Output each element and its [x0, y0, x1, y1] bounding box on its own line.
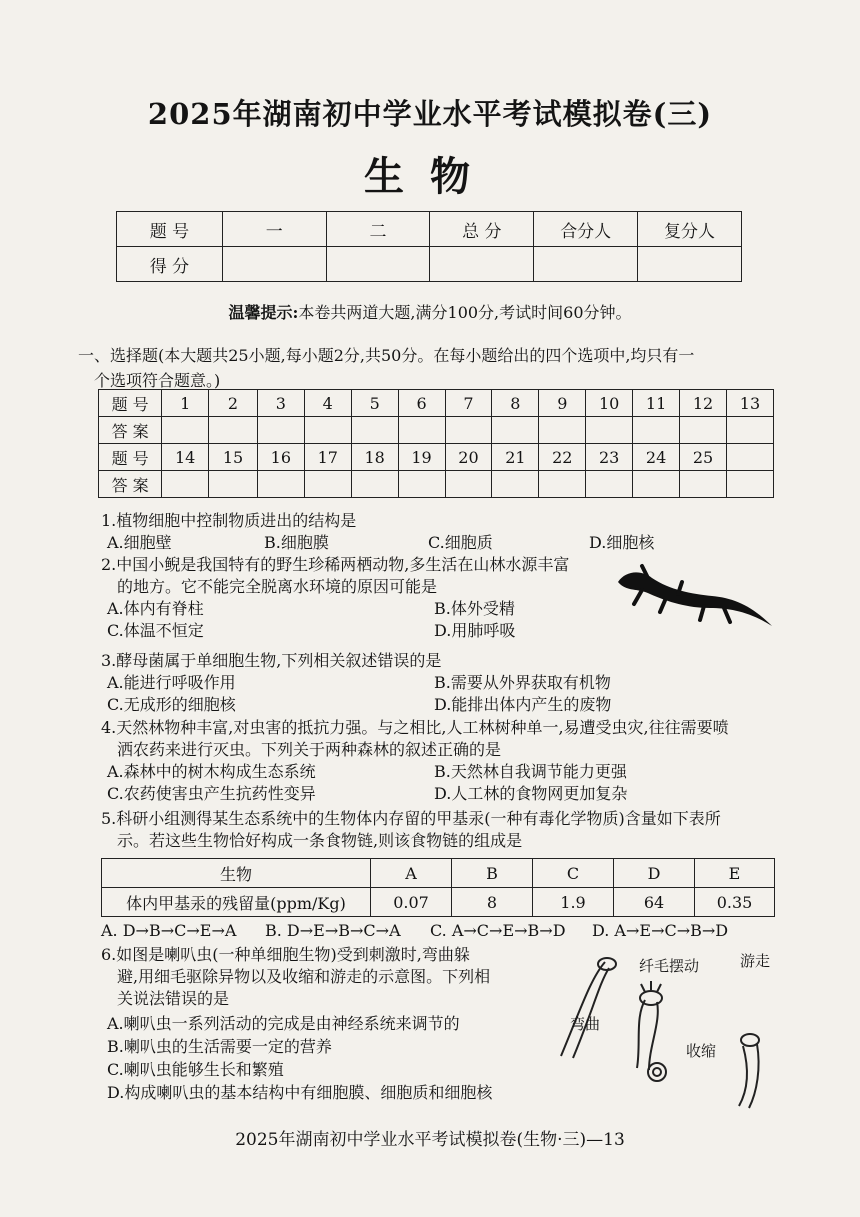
- figure-label-swim: 游走: [740, 952, 771, 970]
- question-number-cell: 6: [398, 390, 445, 417]
- question-number-cell: 4: [304, 390, 351, 417]
- answer-cell[interactable]: [304, 471, 351, 498]
- score-blank[interactable]: [534, 247, 638, 282]
- score-blank[interactable]: [430, 247, 534, 282]
- question-options: [101, 672, 791, 716]
- question-stem: 3.酵母菌属于单细胞生物,下列相关叙述错误的是: [101, 651, 442, 670]
- question-number-cell: 15: [209, 444, 258, 471]
- option-c[interactable]: C.体温不恒定: [107, 621, 204, 640]
- option-c[interactable]: C.喇叭虫能够生长和繁殖: [107, 1060, 284, 1079]
- table-header-cell: E: [695, 859, 775, 888]
- answer-cell[interactable]: [209, 471, 258, 498]
- question-stem: 示。若这些生物恰好构成一条食物链,则该食物链的组成是: [117, 831, 523, 850]
- score-cell: 二: [326, 212, 430, 247]
- question-number-cell: 3: [257, 390, 304, 417]
- answer-row-label: 题 号: [99, 444, 162, 471]
- option-b[interactable]: B.需要从外界获取有机物: [434, 673, 611, 692]
- answer-cell[interactable]: [351, 417, 398, 444]
- table-cell: 0.07: [371, 888, 452, 917]
- option-a[interactable]: A.细胞壁: [107, 533, 172, 552]
- question-number-cell: 2: [209, 390, 258, 417]
- mercury-table: [101, 858, 775, 917]
- figure-label-contract: 收缩: [686, 1042, 717, 1060]
- answer-row-label: 题 号: [99, 390, 162, 417]
- option-b[interactable]: B. D→E→B→C→A: [265, 921, 401, 940]
- answer-cell[interactable]: [162, 471, 209, 498]
- option-d[interactable]: D.构成喇叭虫的基本结构中有细胞膜、细胞质和细胞核: [107, 1083, 493, 1102]
- question-number-cell: 23: [586, 444, 633, 471]
- answer-cell[interactable]: [257, 417, 304, 444]
- score-table: [116, 211, 742, 282]
- question-number-cell: 24: [633, 444, 680, 471]
- answer-cell[interactable]: [633, 417, 680, 444]
- option-a[interactable]: A.体内有脊柱: [107, 599, 204, 618]
- question-number-cell: 5: [351, 390, 398, 417]
- tip-text: 本卷共两道大题,满分100分,考试时间60分钟。: [298, 303, 632, 322]
- question-number-cell: 22: [539, 444, 586, 471]
- answer-cell[interactable]: [304, 417, 351, 444]
- question-stem: 的地方。它不能完全脱离水环境的原因可能是: [117, 577, 438, 596]
- table-header-cell: B: [452, 859, 533, 888]
- answer-cell[interactable]: [726, 471, 773, 498]
- table-cell: 64: [614, 888, 695, 917]
- table-cell: 体内甲基汞的残留量(ppm/Kg): [102, 888, 371, 917]
- answer-row-label: 答 案: [99, 471, 162, 498]
- question-stem: 关说法错误的是: [117, 989, 230, 1008]
- exam-title: 2025年湖南初中学业水平考试模拟卷(三): [147, 97, 713, 131]
- answer-cell[interactable]: [257, 471, 304, 498]
- subject-title: 生物: [364, 153, 496, 200]
- table-header-cell: A: [371, 859, 452, 888]
- score-cell: 复分人: [638, 212, 742, 247]
- question-5-options: [101, 920, 791, 942]
- answer-cell[interactable]: [445, 417, 492, 444]
- section-heading-line: 一、选择题(本大题共25小题,每小题2分,共50分。在每小题给出的四个选项中,均只有一: [78, 346, 695, 365]
- table-cell: 1.9: [533, 888, 614, 917]
- score-cell: 合分人: [534, 212, 638, 247]
- answer-cell[interactable]: [351, 471, 398, 498]
- answer-cell[interactable]: [726, 417, 773, 444]
- question-number-cell: 7: [445, 390, 492, 417]
- question-number-cell: 10: [586, 390, 633, 417]
- answer-cell[interactable]: [398, 471, 445, 498]
- answer-cell[interactable]: [492, 417, 539, 444]
- question-number-cell: 9: [539, 390, 586, 417]
- option-c[interactable]: C.细胞质: [428, 533, 493, 552]
- question-stem: 4.天然林物种丰富,对虫害的抵抗力强。与之相比,人工林树种单一,易遭受虫灾,往往需要喷: [101, 718, 729, 737]
- option-d[interactable]: D. A→E→C→B→D: [592, 921, 729, 940]
- option-b[interactable]: B.细胞膜: [264, 533, 329, 552]
- question-number-cell: 1: [162, 390, 209, 417]
- option-b[interactable]: B.天然林自我调节能力更强: [434, 762, 627, 781]
- answer-cell[interactable]: [539, 471, 586, 498]
- section-heading-line: 个选项符合题意。): [94, 371, 221, 390]
- question-number-cell: 18: [351, 444, 398, 471]
- option-b[interactable]: B.喇叭虫的生活需要一定的营养: [107, 1037, 332, 1056]
- answer-cell[interactable]: [680, 417, 727, 444]
- score-blank[interactable]: [326, 247, 430, 282]
- table-header-cell: 生物: [102, 859, 371, 888]
- answer-cell[interactable]: [445, 471, 492, 498]
- question-1: [101, 510, 791, 554]
- question-number-cell: 14: [162, 444, 209, 471]
- question-number-cell: 17: [304, 444, 351, 471]
- section-heading: [78, 343, 790, 393]
- score-blank[interactable]: [638, 247, 742, 282]
- answer-cell[interactable]: [680, 471, 727, 498]
- tip-label: 温馨提示:: [228, 303, 299, 322]
- score-cell: 得 分: [117, 247, 223, 282]
- question-options: [101, 532, 791, 554]
- question-4: [101, 717, 791, 805]
- question-stem: 洒农药来进行灭虫。下列关于两种森林的叙述正确的是: [117, 740, 502, 759]
- option-d[interactable]: D.细胞核: [589, 533, 655, 552]
- question-number-cell: 19: [398, 444, 445, 471]
- answer-row-label: 答 案: [99, 417, 162, 444]
- option-d[interactable]: D.人工林的食物网更加复杂: [434, 784, 628, 803]
- answer-cell[interactable]: [539, 417, 586, 444]
- table-header-cell: D: [614, 859, 695, 888]
- answer-cell[interactable]: [162, 417, 209, 444]
- question-number-cell: [726, 444, 773, 471]
- score-blank[interactable]: [222, 247, 326, 282]
- question-stem: 2.中国小鲵是我国特有的野生珍稀两栖动物,多生活在山林水源丰富: [101, 555, 570, 574]
- question-stem: 5.科研小组测得某生态系统中的生物体内存留的甲基汞(一种有毒化学物质)含量如下表所: [101, 809, 721, 828]
- question-number-cell: 8: [492, 390, 539, 417]
- question-number-cell: 12: [680, 390, 727, 417]
- table-cell: 0.35: [695, 888, 775, 917]
- table-cell: 8: [452, 888, 533, 917]
- question-options: [101, 920, 791, 942]
- question-options: [101, 761, 791, 805]
- option-c[interactable]: C.无成形的细胞核: [107, 695, 236, 714]
- question-number-cell: 25: [680, 444, 727, 471]
- answer-cell[interactable]: [398, 417, 445, 444]
- option-a[interactable]: A.能进行呼吸作用: [107, 673, 236, 692]
- option-c[interactable]: C.农药使害虫产生抗药性变异: [107, 784, 316, 803]
- option-d[interactable]: D.用肺呼吸: [434, 621, 516, 640]
- question-stem: 避,用细毛驱除异物以及收缩和游走的示意图。下列相: [117, 967, 491, 986]
- option-a[interactable]: A. D→B→C→E→A: [101, 921, 237, 940]
- option-a[interactable]: A.喇叭虫一系列活动的完成是由神经系统来调节的: [107, 1014, 460, 1033]
- question-3: [101, 650, 791, 716]
- score-cell: 总 分: [430, 212, 534, 247]
- option-d[interactable]: D.能排出体内产生的废物: [434, 695, 612, 714]
- question-number-cell: 16: [257, 444, 304, 471]
- question-number-cell: 11: [633, 390, 680, 417]
- answer-cell[interactable]: [586, 417, 633, 444]
- answer-cell[interactable]: [492, 471, 539, 498]
- answer-table: [98, 389, 774, 498]
- figure-label-cilia: 纤毛摆动: [639, 957, 700, 975]
- salamander-illustration: [612, 560, 780, 632]
- question-5: [101, 808, 791, 852]
- exam-tip: [0, 300, 860, 323]
- question-number-cell: 20: [445, 444, 492, 471]
- answer-cell[interactable]: [586, 471, 633, 498]
- score-cell: 一: [222, 212, 326, 247]
- answer-cell[interactable]: [209, 417, 258, 444]
- page-footer: 2025年湖南初中学业水平考试模拟卷(生物·三)—13: [235, 1130, 625, 1150]
- score-cell: 题 号: [117, 212, 223, 247]
- option-b[interactable]: B.体外受精: [434, 599, 515, 618]
- figure-label-bend: 弯曲: [570, 1015, 601, 1033]
- answer-cell[interactable]: [633, 471, 680, 498]
- question-number-cell: 21: [492, 444, 539, 471]
- option-a[interactable]: A.森林中的树木构成生态系统: [107, 762, 316, 781]
- question-number-cell: 13: [726, 390, 773, 417]
- question-6: [101, 944, 571, 1010]
- option-c[interactable]: C. A→C→E→B→D: [430, 921, 566, 940]
- question-stem: 6.如图是喇叭虫(一种单细胞生物)受到刺激时,弯曲躲: [101, 945, 470, 964]
- table-header-cell: C: [533, 859, 614, 888]
- question-stem: 1.植物细胞中控制物质进出的结构是: [101, 511, 357, 530]
